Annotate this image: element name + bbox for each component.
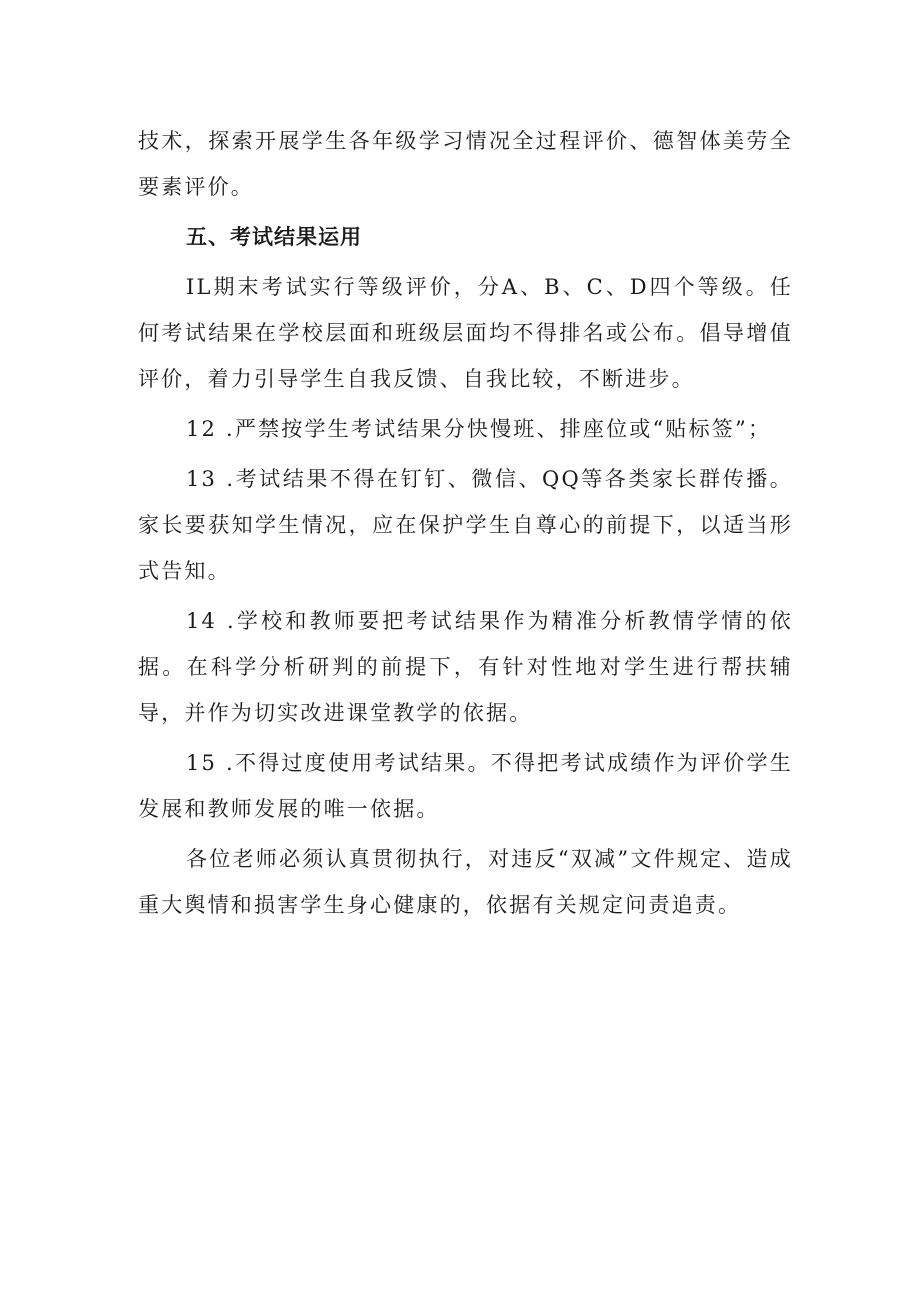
paragraph-item-13: 13 .考试结果不得在钉钉、微信、QQ等各类家长群传播。家长要获知学生情况，应在保护学生自尊心的前提下，以适当形式告知。 bbox=[138, 467, 793, 583]
document-page bbox=[138, 118, 793, 932]
paragraph-item-14: 14 .学校和教师要把考试结果作为精准分析教情学情的依据。在科学分析研判的前提下，有针对性地对学生进行帮扶辅导，并作为切实改进课堂教学的依据。 bbox=[138, 609, 793, 725]
paragraph-item-15: 15 .不得过度使用考试结果。不得把考试成绩作为评价学生发展和教师发展的唯一依据。 bbox=[138, 751, 793, 821]
paragraph-item-12: 12 .严禁按学生考试结果分快慢班、排座位或“贴标签”； bbox=[186, 417, 772, 441]
paragraph-continuation: 技术，探索开展学生各年级学习情况全过程评价、德智体美劳全要素评价。 bbox=[138, 129, 793, 199]
paragraph-closing: 各位老师必须认真贯彻执行，对违反“双减”文件规定、造成重大舆情和损害学生身心健康的，依据有关规定问责追责。 bbox=[138, 847, 793, 917]
section-heading: 五、考试结果运用 bbox=[186, 225, 362, 249]
paragraph-item-11: IL期末考试实行等级评价，分A、B、C、D四个等级。任何考试结果在学校层面和班级层面均不得排名或公布。倡导增值评价，着力引导学生自我反馈、自我比较，不断进步。 bbox=[138, 275, 793, 391]
